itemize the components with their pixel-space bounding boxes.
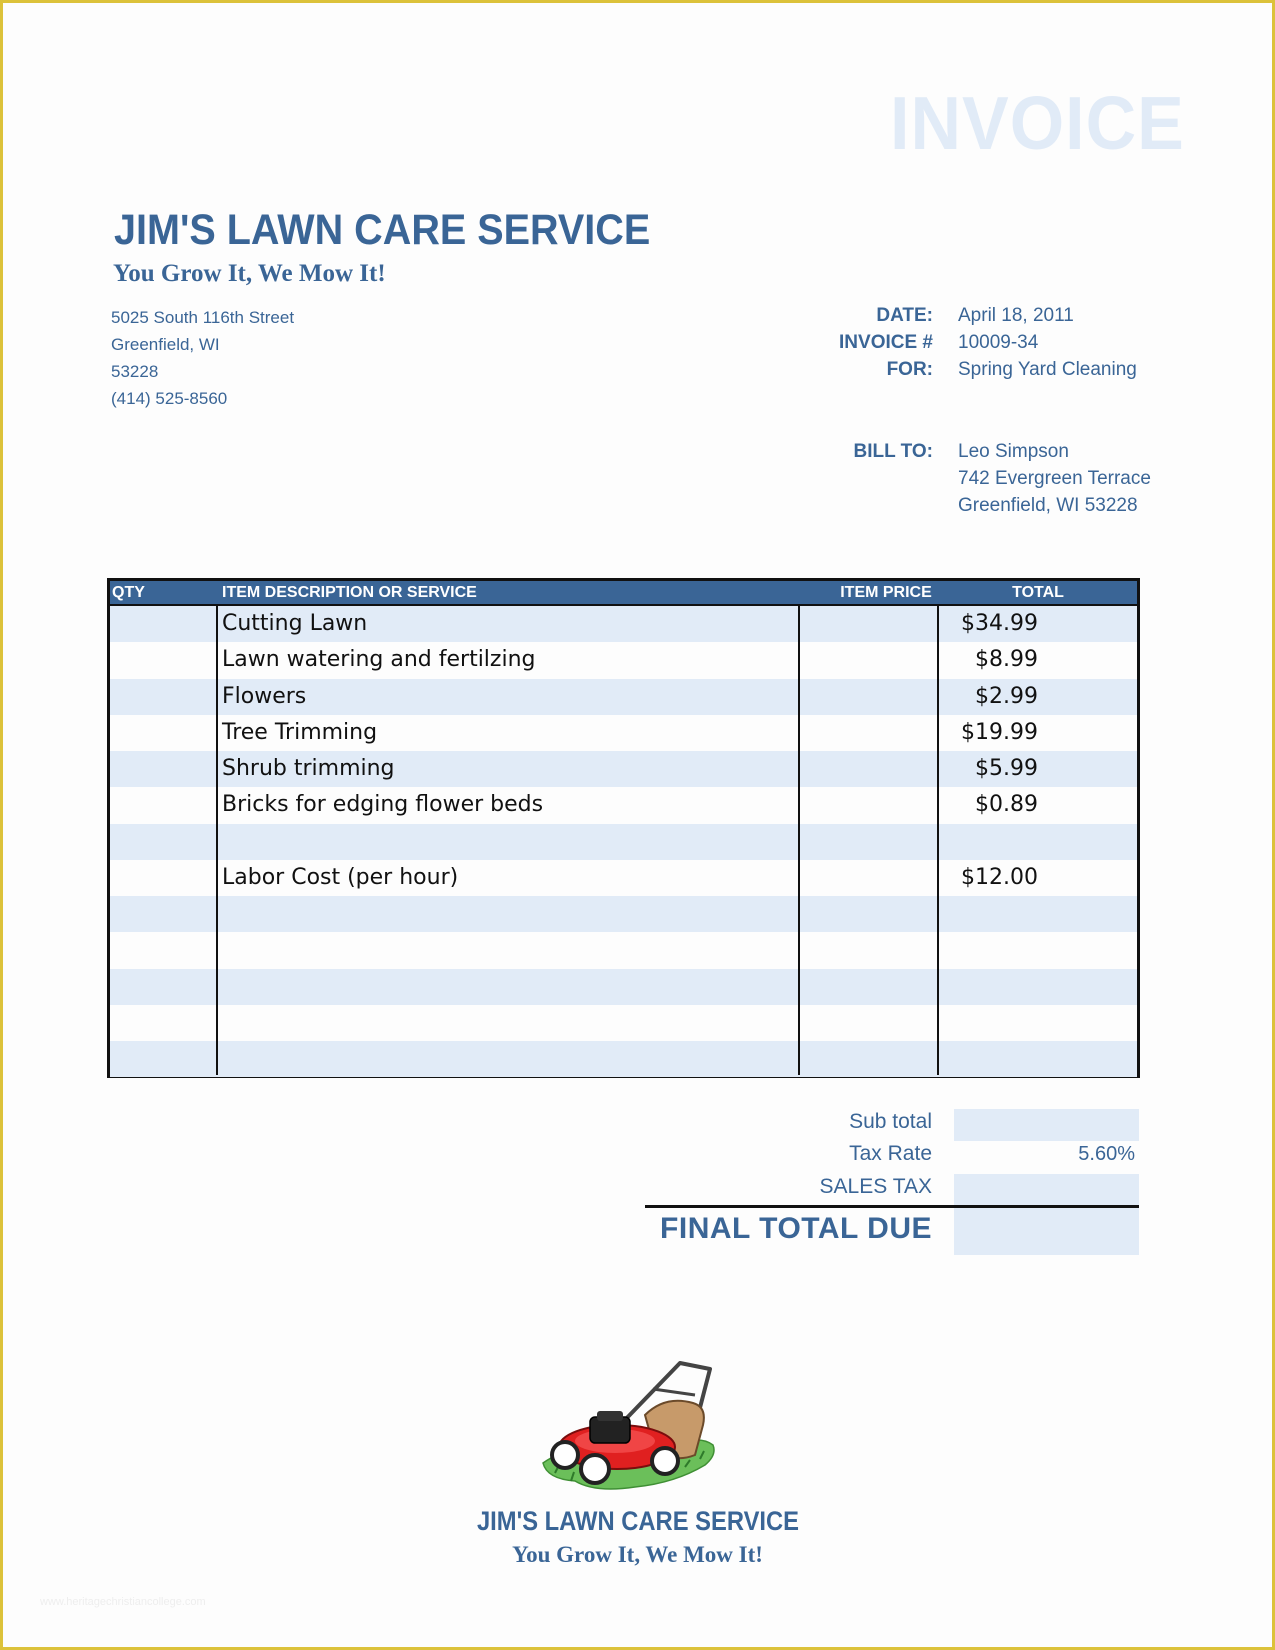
item-price[interactable] (762, 824, 1042, 860)
table-row (110, 606, 1137, 642)
table-row (110, 896, 1137, 932)
table-row (110, 1005, 1137, 1041)
table-row (110, 679, 1137, 715)
table-row (110, 787, 1137, 823)
item-price[interactable] (762, 1041, 1042, 1077)
date-value: April 18, 2011 (958, 305, 1074, 326)
date-label: DATE: (876, 305, 933, 326)
table-row (110, 932, 1137, 968)
item-price[interactable] (762, 896, 1042, 932)
address-street: 5025 South 116th Street (111, 308, 295, 327)
item-description[interactable]: Flowers (222, 683, 307, 709)
item-description[interactable]: Shrub trimming (222, 756, 395, 781)
totals-divider (645, 1205, 1139, 1208)
column-header-item-price: ITEM PRICE (840, 584, 932, 601)
item-price[interactable] (762, 932, 1042, 968)
column-header-total: TOTAL (1012, 584, 1064, 601)
invoice-number-value: 10009-34 (958, 332, 1039, 353)
table-row (110, 824, 1137, 860)
watermark: www.heritagechristiancollege.com (40, 1596, 206, 1608)
tax-rate-value[interactable]: 5.60% (1078, 1143, 1135, 1165)
item-description[interactable]: Tree Trimming (222, 719, 378, 745)
footer-company-name-text: JIM'S LAWN CARE SERVICE (476, 1506, 799, 1536)
final-total-label: FINAL TOTAL DUE (660, 1212, 932, 1245)
lawnmower-icon (535, 1355, 735, 1505)
item-price[interactable]: $12.00 (961, 864, 1038, 890)
table-row (110, 642, 1137, 678)
company-tagline: You Grow It, We Mow It! (113, 260, 386, 287)
sales-tax-label: SALES TAX (819, 1175, 932, 1198)
company-name: JIM'S LAWN CARE SERVICE (114, 206, 651, 254)
subtotal-box[interactable] (954, 1109, 1139, 1141)
table-row (110, 715, 1137, 751)
table-header (110, 581, 1137, 606)
column-divider (216, 606, 218, 1075)
bill-to-city: Greenfield, WI 53228 (958, 495, 1138, 516)
table-row (110, 969, 1137, 1005)
tax-rate-label: Tax Rate (849, 1142, 932, 1165)
item-price[interactable]: $34.99 (961, 611, 1038, 636)
bill-to-name: Leo Simpson (958, 441, 1069, 462)
table-row (110, 860, 1137, 896)
for-value: Spring Yard Cleaning (958, 359, 1137, 380)
invoice-heading: INVOICE (890, 81, 1185, 166)
item-price[interactable]: $19.99 (961, 719, 1038, 745)
address-phone: (414) 525-8560 (111, 389, 228, 408)
address-zip: 53228 (111, 362, 159, 381)
address-city: Greenfield, WI (111, 335, 220, 354)
item-price[interactable]: $8.99 (975, 647, 1038, 673)
column-divider (798, 606, 800, 1075)
table-body (110, 606, 1137, 1077)
table-row (110, 1041, 1137, 1077)
item-description[interactable]: Bricks for edging flower beds (222, 792, 544, 818)
column-divider (937, 606, 939, 1075)
invoice-number-label: INVOICE # (839, 332, 933, 353)
item-description[interactable]: Cutting Lawn (222, 611, 368, 636)
sales-tax-and-final-box[interactable] (954, 1174, 1139, 1255)
item-price[interactable] (762, 969, 1042, 1005)
subtotal-label: Sub total (849, 1110, 932, 1133)
bill-to-street: 742 Evergreen Terrace (958, 468, 1151, 489)
item-description[interactable]: Lawn watering and fertilzing (222, 647, 536, 673)
for-label: FOR: (886, 359, 933, 380)
item-price[interactable]: $5.99 (975, 756, 1038, 781)
items-table (107, 578, 1140, 1078)
footer-tagline: You Grow It, We Mow It! (512, 1542, 763, 1567)
item-price[interactable]: $0.89 (975, 792, 1038, 818)
item-description[interactable]: Labor Cost (per hour) (222, 864, 459, 890)
item-price[interactable]: $2.99 (975, 683, 1038, 709)
table-row (110, 751, 1137, 787)
column-header-qty: QTY (112, 584, 145, 601)
column-header-description: ITEM DESCRIPTION OR SERVICE (222, 584, 477, 601)
footer-company-name (0, 1505, 1275, 1537)
company-address (111, 304, 294, 412)
bill-to-label: BILL TO: (853, 441, 933, 462)
item-price[interactable] (762, 1005, 1042, 1041)
